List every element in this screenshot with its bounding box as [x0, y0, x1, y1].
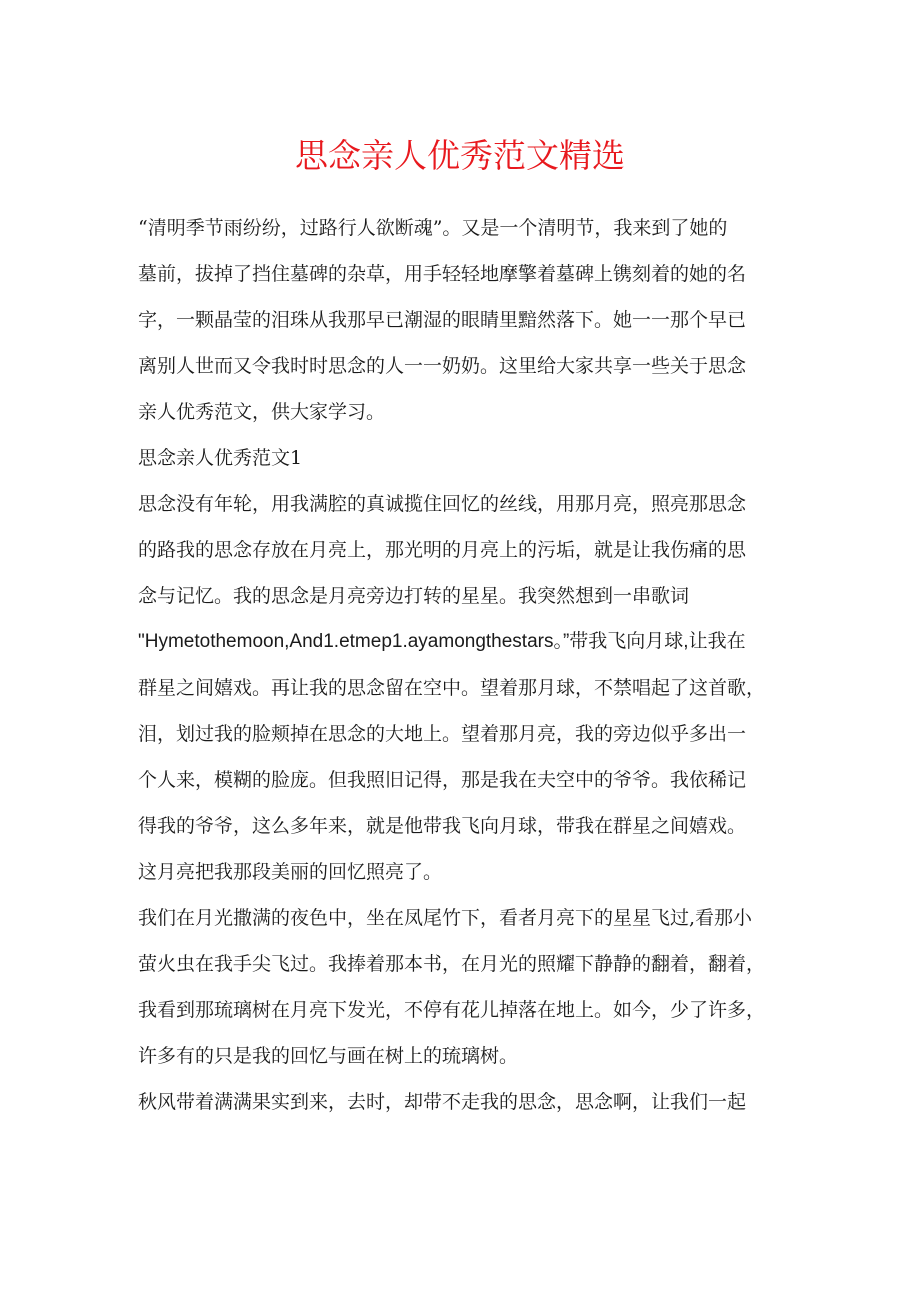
- paragraph-line: 我们在月光撒满的夜色中，坐在凤尾竹下，看者月亮下的星星飞过,看那小: [138, 907, 753, 929]
- paragraph-line: 群星之间嬉戏。再让我的思念留在空中。望着那月球，不禁唱起了这首歌，: [138, 677, 766, 699]
- paragraph-line: 泪，划过我的脸颊掉在思念的大地上。望着那月亮，我的旁边似乎多出一: [138, 723, 747, 745]
- paragraph-line: 墓前，拔掉了挡住墓碑的杂草，用手轻轻地摩擎着墓碑上镌刻着的她的名: [138, 263, 747, 285]
- paragraph-line: 思念没有年轮，用我满腔的真诚揽住回忆的丝线，用那月亮，照亮那思念: [138, 493, 747, 515]
- paragraph-line: 萤火虫在我手尖飞过。我捧着那本书，在月光的照耀下静静的翻着，翻着，: [138, 953, 766, 975]
- paragraph-line: 亲人优秀范文，供大家学习。: [138, 401, 386, 423]
- paragraph-line: "Hymetothemoon,And1.etmep1.ayamongthestars。”带我飞向月球,让我在: [138, 631, 746, 652]
- paragraph-line: 个人来，模糊的脸庞。但我照旧记得，那是我在夫空中的爷爷。我依稀记: [138, 769, 747, 791]
- page-title: 思念亲人优秀范文精选: [295, 136, 625, 175]
- paragraph-line: “清明季节雨纷纷，过路行人欲断魂”。又是一个清明节，我来到了她的: [138, 217, 728, 239]
- paragraph-line: 许多有的只是我的回忆与画在树上的琉璃树。: [138, 1045, 519, 1067]
- paragraph-line: 我看到那琉璃树在月亮下发光，不停有花儿掉落在地上。如今，少了许多，: [138, 999, 766, 1021]
- paragraph-line: 这月亮把我那段美丽的回忆照亮了。: [138, 861, 443, 883]
- paragraph-line: 字，一颗晶莹的泪珠从我那早已潮湿的眼睛里黯然落下。她一一那个早已: [138, 309, 747, 331]
- paragraph-line: 得我的爷爷，这么多年来，就是他带我飞向月球，带我在群星之间嬉戏。: [138, 815, 747, 837]
- section-heading: 思念亲人优秀范文1: [138, 447, 303, 469]
- paragraph-line: 离别人世而又令我时时思念的人一一奶奶。这里给大家共享一些关于思念: [138, 355, 747, 377]
- paragraph-line: 念与记忆。我的思念是月亮旁边打转的星星。我突然想到一串歌词: [138, 585, 690, 607]
- paragraph-line: 的路我的思念存放在月亮上，那光明的月亮上的污垢，就是让我伤痛的思: [138, 539, 747, 561]
- paragraph-line: 秋风带着满满果实到来，去时，却带不走我的思念，思念啊，让我们一起: [138, 1091, 747, 1113]
